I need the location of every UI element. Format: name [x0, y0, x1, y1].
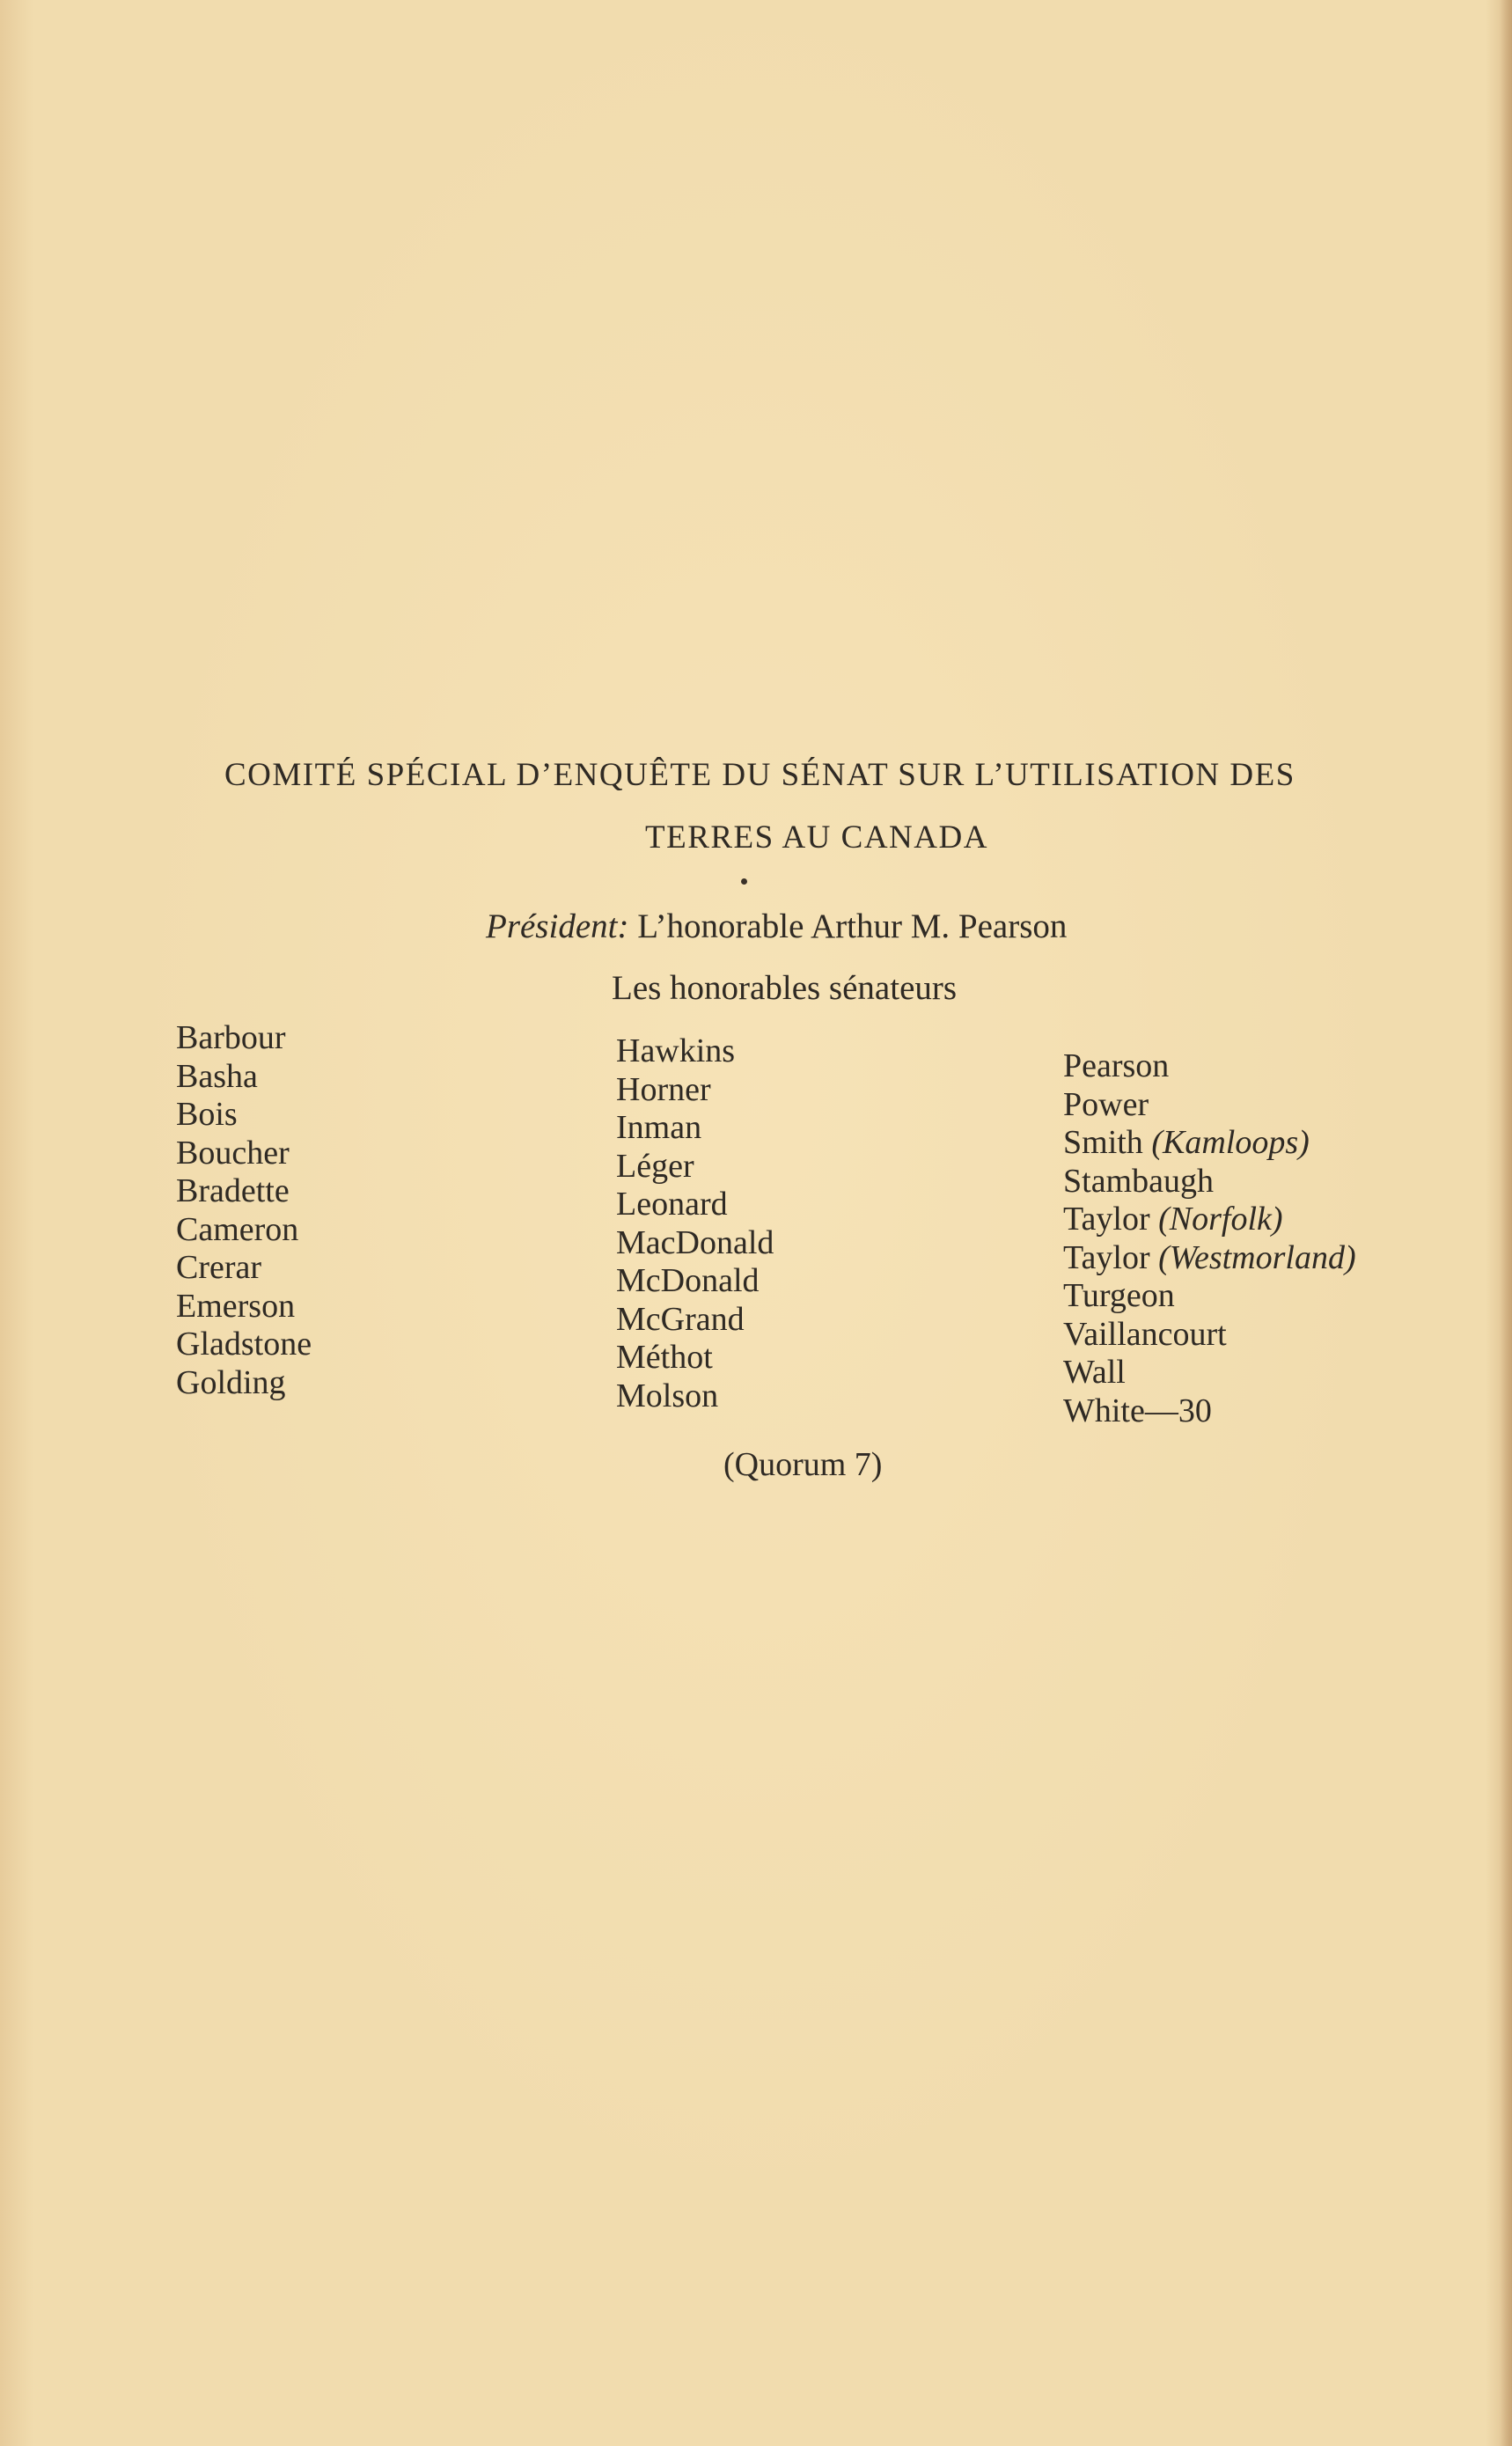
senator-entry [1063, 1239, 1356, 1278]
senator-entry [1063, 1277, 1356, 1316]
senator-name: Leonard [616, 1186, 728, 1223]
page-edge-shadow [1500, 0, 1512, 2446]
senator-name: Basha [176, 1057, 258, 1095]
president-line [486, 907, 1067, 946]
president-label: Président: [486, 907, 629, 945]
senator-entry [1063, 1354, 1356, 1392]
senator-name: Smith [1063, 1124, 1143, 1161]
senators-column-1 [176, 1019, 312, 1402]
senator-name: Bradette [176, 1172, 290, 1209]
president-name: L’honorable Arthur M. Pearson [637, 907, 1068, 945]
committee-title-line2: TERRES AU CANADA [645, 819, 988, 856]
senator-name: Power [1063, 1085, 1149, 1123]
senator-name: Taylor [1063, 1238, 1150, 1276]
senator-entry [1063, 1392, 1356, 1431]
senator-name: Golding [176, 1363, 286, 1401]
senator-name: Hawkins [616, 1032, 736, 1069]
senator-name: Cameron [176, 1210, 299, 1248]
senator-region: (Norfolk) [1158, 1201, 1283, 1238]
senator-name: Taylor [1063, 1201, 1150, 1238]
senator-name: Gladstone [176, 1326, 312, 1363]
committee-title-line1: COMITÉ SPÉCIAL D’ENQUÊTE DU SÉNAT SUR L’UTILISATION DES [224, 757, 1295, 793]
senator-region: (Kamloops) [1151, 1124, 1310, 1161]
senator-name: Emerson [176, 1287, 296, 1325]
senator-name: MacDonald [616, 1223, 774, 1261]
quorum-note: (Quorum 7) [723, 1446, 883, 1483]
senator-name: Stambaugh [1063, 1162, 1214, 1200]
senator-name: Léger [616, 1147, 694, 1185]
senator-name: Boucher [176, 1134, 290, 1172]
senator-name: Pearson [1063, 1047, 1170, 1084]
senator-entry [1063, 1086, 1356, 1125]
senator-name: Wall [1063, 1354, 1126, 1391]
separator-dot [741, 878, 747, 885]
senator-entry [1063, 1047, 1356, 1086]
senators-column-3 [1063, 1047, 1356, 1430]
senator-entry [1063, 1201, 1356, 1239]
senator-name: Vaillancourt [1063, 1315, 1227, 1353]
senator-name: McDonald [616, 1262, 760, 1299]
senator-entry [1063, 1163, 1356, 1201]
senator-name: Bois [176, 1096, 238, 1133]
senator-name: Méthot [616, 1339, 713, 1376]
senator-name: White—30 [1063, 1392, 1212, 1429]
senator-name: Inman [616, 1109, 702, 1146]
senator-entry [1063, 1316, 1356, 1355]
senator-name: McGrand [616, 1300, 745, 1338]
senator-name: Molson [616, 1377, 719, 1414]
senator-name: Turgeon [1063, 1277, 1175, 1314]
senator-name: Horner [616, 1070, 711, 1108]
senators-column-2 [616, 1032, 774, 1415]
senators-heading: Les honorables sénateurs [612, 969, 958, 1007]
senator-region: (Westmorland) [1158, 1238, 1356, 1276]
senator-entry [1063, 1124, 1356, 1163]
senator-name: Crerar [176, 1249, 262, 1286]
senator-name: Barbour [176, 1019, 286, 1056]
